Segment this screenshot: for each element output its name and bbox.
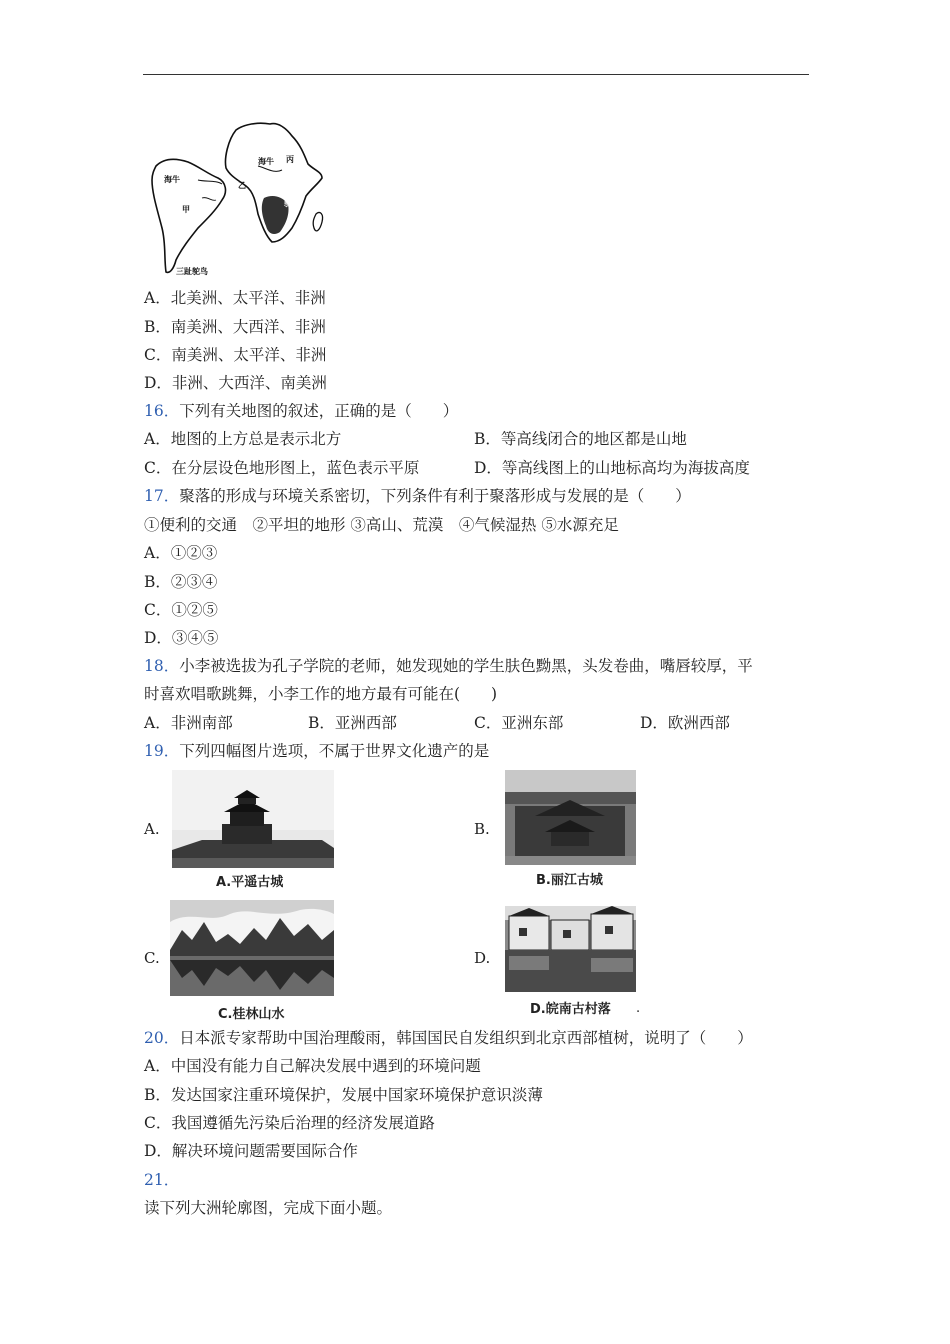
q19-trailing-dot: . <box>636 1001 641 1016</box>
q19-number: 19． <box>144 742 180 760</box>
q17-conditions: ①便利的交通 ②平坦的地形 ③高山、荒漠 ④气候湿热 ⑤水源充足 <box>144 516 619 534</box>
q19-caption-a: A.平遥古城 <box>216 875 284 890</box>
q18-stem-line2: 时喜欢唱歌跳舞，小李工作的地方最有可能在( ) <box>144 685 498 703</box>
q17-stem-text: 聚落的形成与环境关系密切，下列条件有利于聚落形成与发展的是（ ） <box>179 487 691 505</box>
q18-stem-text1: 小李被选拔为孔子学院的老师，她发现她的学生肤色黝黑，头发卷曲，嘴唇较厚，平 <box>179 657 753 675</box>
map-label-hainiu-af: 海牛 <box>258 156 274 166</box>
map-label-bing: 丙 <box>286 154 294 164</box>
q20-option-a: A．中国没有能力自己解决发展中遇到的环境问题 <box>144 1057 481 1075</box>
q21-number <box>144 1169 179 1191</box>
photo-pingyao <box>172 770 334 868</box>
q16-option-b: B．等高线闭合的地区都是山地 <box>474 430 687 448</box>
q19-label-d: D. <box>474 949 491 967</box>
map-label-island: 鸵鸟 <box>284 198 300 208</box>
q19-stem <box>144 740 489 762</box>
photo-wannan <box>505 906 636 992</box>
map-label-yi: 乙 <box>238 180 246 190</box>
q21-stem: 读下列大洲轮廓图，完成下面小题。 <box>144 1199 393 1217</box>
q16-option-a: A．地图的上方总是表示北方 <box>144 430 342 448</box>
q15-option-c: C．南美洲、太平洋、非洲 <box>144 346 327 364</box>
photo-guilin <box>170 900 334 996</box>
q20-stem-text: 日本派专家帮助中国治理酸雨，韩国国民自发组织到北京西部植树，说明了（ ） <box>179 1029 753 1047</box>
q15-option-a: A．北美洲、太平洋、非洲 <box>144 289 326 307</box>
q16-number: 16． <box>144 402 180 420</box>
map-label-hainiu-sa: 海牛 <box>164 174 180 184</box>
q19-caption-c: C.桂林山水 <box>218 1007 285 1022</box>
q16-stem <box>144 400 458 422</box>
q17-option-c: C．①②⑤ <box>144 601 218 619</box>
photo-lijiang <box>505 770 636 865</box>
q16-option-d: D．等高线图上的山地标高均为海拔高度 <box>474 459 750 477</box>
q19-label-b: B. <box>474 820 490 838</box>
q15-option-b: B．南美洲、大西洋、非洲 <box>144 318 326 336</box>
q17-option-b: B．②③④ <box>144 573 218 591</box>
q18-option-a: A．非洲南部 <box>144 714 233 732</box>
q19-label-a: A. <box>144 820 160 838</box>
q21-number-text: 21． <box>144 1171 180 1189</box>
q19-label-c: C. <box>144 949 160 967</box>
q19-stem-text: 下列四幅图片选项，不属于世界文化遗产的是 <box>179 742 490 760</box>
q19-caption-d: D.皖南古村落 <box>530 1002 611 1017</box>
q19-caption-b: B.丽江古城 <box>536 873 603 888</box>
q17-number: 17． <box>144 487 180 505</box>
q18-stem-line1 <box>144 655 753 677</box>
continent-outline-map <box>146 118 336 278</box>
q17-option-d: D．③④⑤ <box>144 629 219 647</box>
q20-number: 20． <box>144 1029 180 1047</box>
q17-option-a: A．①②③ <box>144 544 218 562</box>
q18-option-b: B．亚洲西部 <box>308 714 397 732</box>
q15-option-d: D．非洲、大西洋、南美洲 <box>144 374 327 392</box>
map-label-jia: 甲 <box>182 204 190 214</box>
q20-option-b: B．发达国家注重环境保护，发展中国家环境保护意识淡薄 <box>144 1086 543 1104</box>
q20-option-d: D．解决环境问题需要国际合作 <box>144 1142 358 1160</box>
madagascar-outline <box>313 212 322 230</box>
q20-stem <box>144 1027 753 1049</box>
q16-stem-text: 下列有关地图的叙述，正确的是（ ） <box>179 402 459 420</box>
q16-option-c: C．在分层设色地形图上，蓝色表示平原 <box>144 459 420 477</box>
q18-number: 18． <box>144 657 180 675</box>
header-rule <box>143 74 809 75</box>
map-label-sanmen: 三趾鸵鸟 <box>176 266 208 276</box>
q18-option-c: C．亚洲东部 <box>474 714 564 732</box>
q20-option-c: C．我国遵循先污染后治理的经济发展道路 <box>144 1114 435 1132</box>
q18-option-d: D．欧洲西部 <box>640 714 730 732</box>
q17-stem <box>144 485 691 507</box>
